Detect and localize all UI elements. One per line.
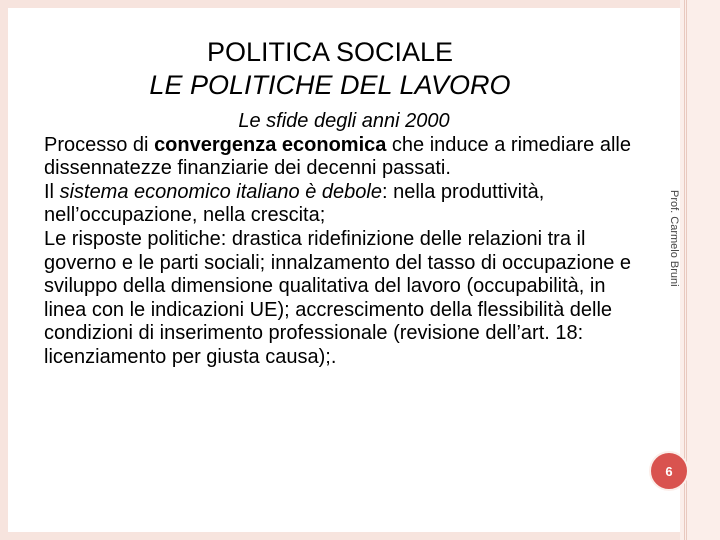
author-label: Prof. Carmelo Bruni	[668, 190, 680, 287]
page-number-badge: 6	[649, 451, 689, 491]
p1-bold-text: convergenza economica	[154, 133, 387, 156]
title-line-1: POLITICA SOCIALE	[206, 37, 454, 67]
paragraph-risposte: Le risposte politiche: drastica ridefinizione delle relazioni tra il governo e le parti sociali; innalzamento del tasso di occupazione e sviluppo della dimensione qualitativa del lavoro (occupabilità, in linea con le indicazioni UE); accrescimento della flessibilità delle condizioni di inserimento professionale (revisione dell’art. 18: licenziamento per giusta causa);.	[44, 227, 632, 368]
p2-text-a: Il	[44, 180, 60, 203]
paragraph-sistema	[44, 181, 644, 228]
p2-text-b: : nella produttività, nell’occupazione, nella crescita;	[44, 180, 545, 227]
p1-text-a: Processo di	[44, 133, 155, 156]
paragraph-convergenza	[44, 134, 644, 181]
side-divider-line-2	[686, 0, 687, 540]
slide-title	[70, 36, 590, 102]
slide-subtitle: Le sfide degli anni 2000	[238, 110, 450, 132]
p2-italic-text: sistema economico italiano è debole	[59, 180, 382, 203]
title-line-2: LE POLITICHE DEL LAVORO	[149, 70, 511, 100]
p1-text-b: che induce a rimediare alle dissennatezze finanziarie dei decenni passati.	[44, 133, 631, 180]
slide-body	[44, 110, 644, 370]
